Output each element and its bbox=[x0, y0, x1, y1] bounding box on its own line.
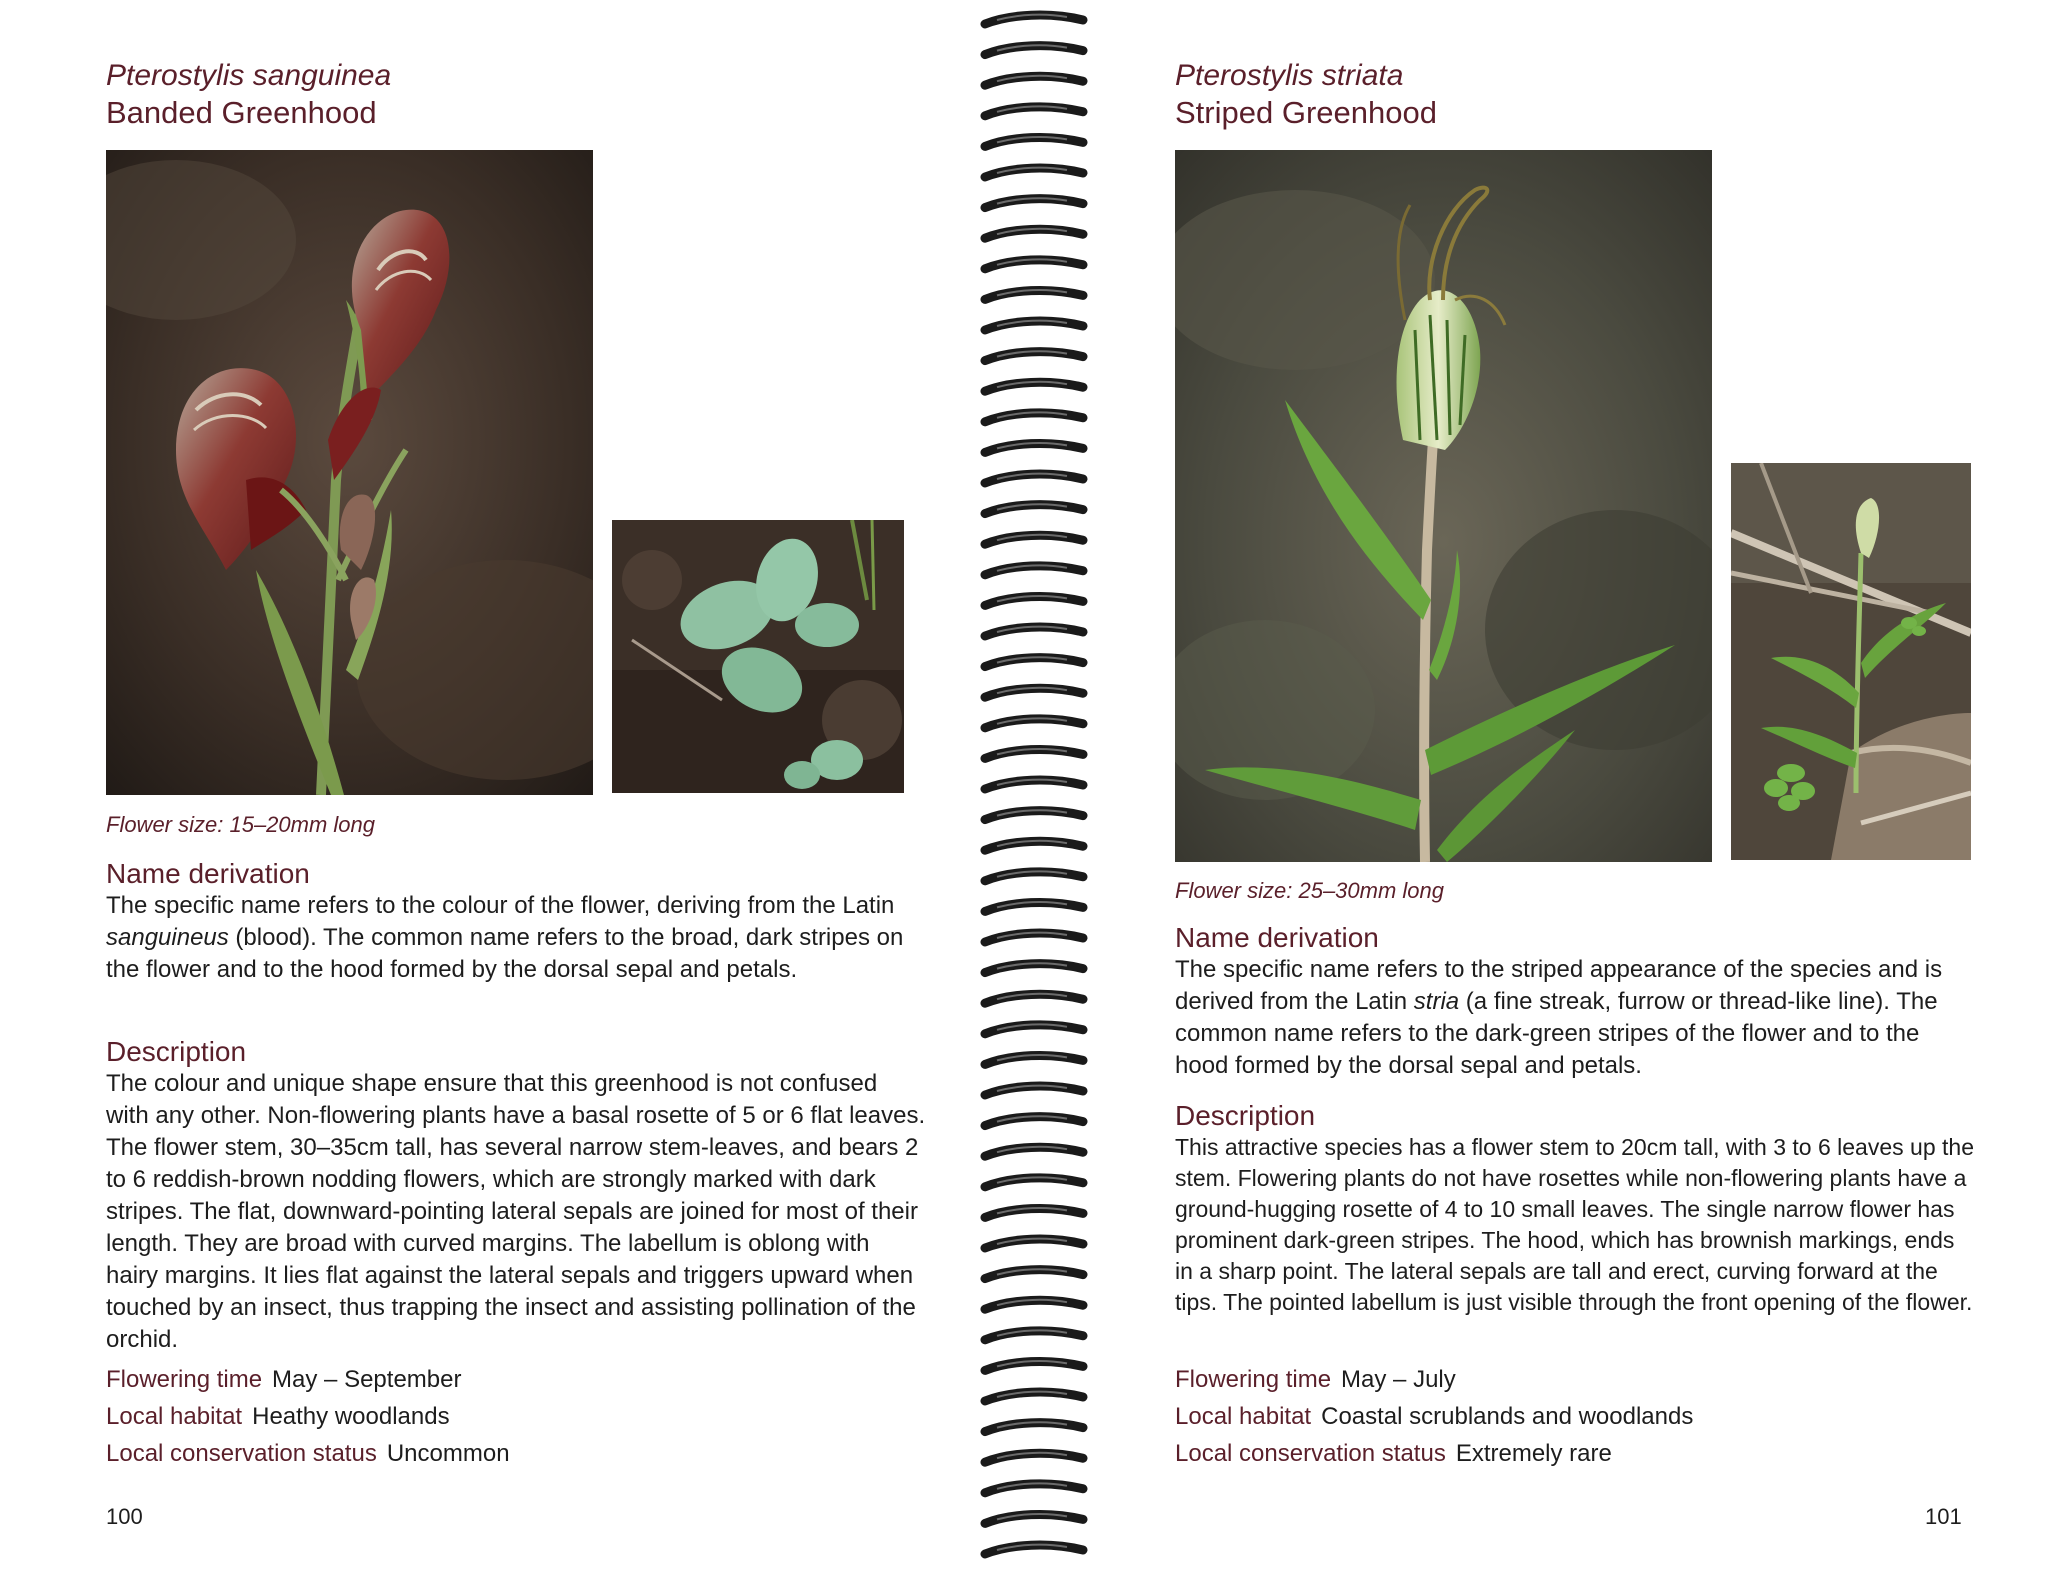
description-text: This attractive species has a flower stem to 20cm tall, with 3 to 6 leaves up the stem. Flowering plants do not have rosettes while non-flowering plants have a ground-hugging rosette of 4 to 10 small leaves. The single narrow flower has prominent dark-green stripes. The hood, which has brownish markings, ends in a sharp point. The lateral sepals are tall and erect, curving forward at the tips. The pointed labellum is just visible through the front opening of the flower. bbox=[1175, 1134, 1974, 1315]
description-title: Description bbox=[106, 1036, 247, 1067]
conservation-status-value: Uncommon bbox=[386, 1440, 510, 1467]
spiral-binding bbox=[975, 0, 1095, 1575]
species-common-name: Striped Greenhood bbox=[1175, 95, 1437, 130]
habitat-row bbox=[106, 1401, 450, 1433]
habitat-value: Heathy woodlands bbox=[252, 1403, 450, 1430]
latin-root-word: stria bbox=[1413, 988, 1460, 1015]
flowering-time-row bbox=[1175, 1364, 1456, 1396]
flowering-time-label: Flowering time bbox=[1175, 1366, 1332, 1393]
name-derivation-text-part: The specific name refers to the striped appearance of the species and is derived from the Latin bbox=[1175, 956, 1943, 1015]
flowering-time-label: Flowering time bbox=[106, 1366, 263, 1393]
conservation-status-row bbox=[1175, 1438, 1612, 1470]
spiral-coils bbox=[985, 15, 1083, 1554]
name-derivation-text bbox=[106, 890, 926, 986]
name-derivation-title: Name derivation bbox=[1175, 922, 1379, 953]
name-derivation-text-part: The specific name refers to the colour of the flower, deriving from the Latin bbox=[106, 892, 895, 919]
latin-root-word: sanguineus bbox=[106, 924, 229, 951]
plant-habitat-illustration bbox=[1731, 463, 1971, 860]
page-number: 100 bbox=[106, 1504, 143, 1529]
habitat-row bbox=[1175, 1401, 1693, 1433]
main-flower-photo bbox=[1175, 150, 1712, 862]
conservation-status-value: Extremely rare bbox=[1455, 1440, 1612, 1467]
page-number: 101 bbox=[1925, 1504, 1962, 1529]
conservation-status-label: Local conservation status bbox=[106, 1440, 377, 1467]
striped-greenhood-illustration bbox=[1175, 150, 1712, 862]
description-title: Description bbox=[1175, 1100, 1316, 1131]
species-latin-name: Pterostylis striata bbox=[1175, 59, 1404, 92]
main-flower-photo bbox=[106, 150, 593, 795]
species-latin-name: Pterostylis sanguinea bbox=[106, 59, 392, 92]
name-derivation-text-part: (a fine streak, furrow or thread-like line). The common name refers to the dark-green stripes of the flower and to the hood formed by the dorsal sepal and petals. bbox=[1175, 988, 1938, 1079]
right-page bbox=[1095, 0, 2048, 1575]
red-greenhood-illustration bbox=[106, 150, 593, 795]
inset-rosette-photo bbox=[612, 520, 904, 793]
habitat-label: Local habitat bbox=[1175, 1403, 1312, 1430]
name-derivation-text-part: (blood). The common name refers to the broad, dark stripes on the flower and to the hood formed by the dorsal sepal and petals. bbox=[106, 924, 904, 983]
conservation-status-label: Local conservation status bbox=[1175, 1440, 1446, 1467]
flowering-time-value: May – September bbox=[272, 1366, 462, 1393]
habitat-value: Coastal scrublands and woodlands bbox=[1321, 1403, 1694, 1430]
rosette-illustration bbox=[612, 520, 904, 793]
flower-size-caption: Flower size: 25–30mm long bbox=[1175, 878, 1445, 903]
flowering-time-value: May – July bbox=[1341, 1366, 1456, 1393]
conservation-status-row bbox=[106, 1438, 510, 1470]
flower-size-caption: Flower size: 15–20mm long bbox=[106, 812, 376, 837]
species-common-name: Banded Greenhood bbox=[106, 95, 377, 130]
description-text: The colour and unique shape ensure that this greenhood is not confused with any other. Non-flowering plants have a basal rosette of 5 or 6 flat leaves. The flower stem, 30–35cm tall, has several narrow stem-leaves, and bears 2 to 6 reddish-brown nodding flowers, which are strongly marked with dark stripes. The flat, downward-pointing lateral sepals are joined for most of their length. They are broad with curved margins. The labellum is oblong with hairy margins. It lies flat against the lateral sepals and triggers upward when touched by an insect, thus trapping the insect and assisting pollination of the orchid. bbox=[106, 1070, 926, 1353]
inset-plant-photo bbox=[1731, 463, 1971, 860]
left-page bbox=[0, 0, 975, 1575]
name-derivation-title: Name derivation bbox=[106, 858, 310, 889]
flowering-time-row bbox=[106, 1364, 461, 1396]
habitat-label: Local habitat bbox=[106, 1403, 243, 1430]
name-derivation-text bbox=[1175, 954, 1965, 1082]
